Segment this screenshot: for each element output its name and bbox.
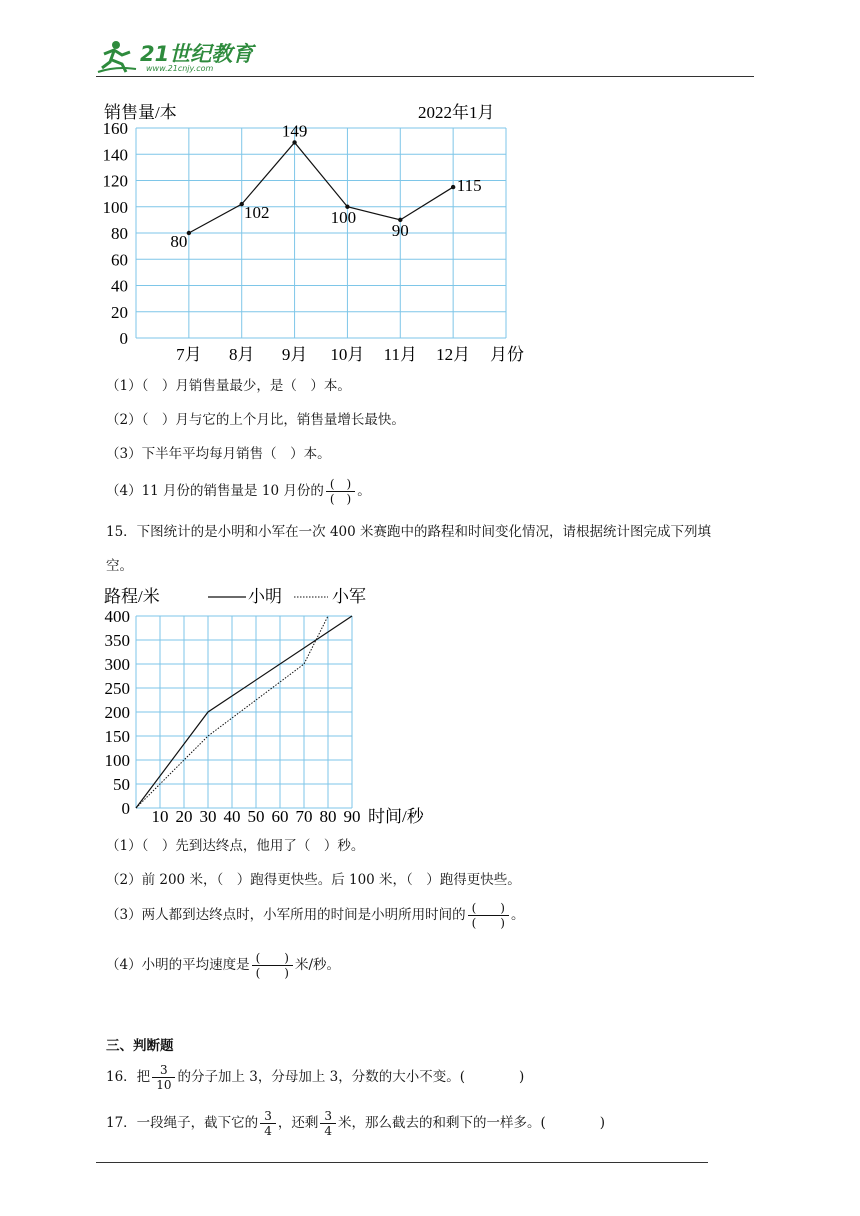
chart1-x-tick-label: 11月 [383, 345, 417, 364]
q15-item-3-suffix: 。 [510, 907, 525, 923]
race-line-chart [96, 582, 436, 832]
chart2-y-tick-label: 150 [104, 727, 130, 746]
chart2-y-tick-label: 300 [104, 655, 130, 674]
chart2-y-tick-label: 350 [104, 631, 130, 650]
q14-item-4-suffix: 。 [357, 483, 371, 499]
chart2-y-axis-label: 路程/米 [104, 587, 160, 606]
q15-item-3-fraction[interactable] [468, 901, 509, 930]
chart1-x-tick-label: 10月 [330, 345, 365, 364]
chart1-y-tick-label: 160 [102, 119, 128, 138]
chart2-y-tick-label: 400 [104, 607, 130, 626]
q14-item-3: （3）下半年平均每月销售（ ）本。 [106, 446, 331, 462]
fraction-numerator-blank: ( ) [326, 477, 355, 492]
chart2-y-ticks [105, 607, 131, 818]
sales-line-chart [96, 96, 536, 371]
q16-fraction: $\frac{3}{10}$ [152, 1063, 175, 1092]
chart1-y-ticks [103, 119, 129, 348]
fraction-numerator-blank: ( ) [468, 901, 509, 916]
chart2-x-tick-label: 30 [199, 807, 217, 826]
chart1-series-line [189, 142, 453, 233]
legend-label-xiaoming: 小明 [248, 587, 282, 606]
q15-item-4 [106, 948, 340, 982]
chart1-title: 2022年1月 [418, 103, 495, 122]
q15-item-3-prefix: （3）两人都到达终点时，小军所用的时间是小明所用时间的 [106, 907, 466, 923]
chart1-y-tick-label: 40 [111, 276, 128, 296]
chart1-y-tick-label: 80 [111, 224, 128, 243]
chart2-x-axis-label: 时间/秒 [368, 807, 424, 826]
chart1-data-label: 80 [170, 232, 188, 251]
chart1-data-label: 90 [391, 220, 409, 240]
chart2-y-tick-label: 100 [104, 751, 130, 770]
q14-item-2: （2）（ ）月与它的上个月比，销售量增长最快。 [106, 412, 405, 428]
chart1-y-tick-label: 140 [102, 145, 128, 165]
q17-fraction-2: $\frac{3}{4}$ [320, 1109, 336, 1138]
q17-mid: ，还剩 [277, 1115, 319, 1131]
q15-stem-line2: 空。 [106, 558, 133, 574]
chart2-x-tick-label: 20 [175, 807, 193, 826]
chart2-y-tick-label: 0 [121, 799, 130, 818]
chart1-y-tick-label: 20 [111, 302, 128, 322]
chart2-y-tick-label: 250 [104, 679, 130, 698]
chart2-x-ticks [152, 807, 361, 826]
chart1-x-tick-label: 9月 [281, 345, 308, 364]
chart1-data-point [451, 185, 455, 189]
footer-rule [96, 1162, 708, 1163]
chart1-x-tick-label: 8月 [228, 345, 255, 364]
q17-prefix: 17．一段绳子，截下它的 [106, 1115, 259, 1131]
chart1-y-tick-label: 60 [111, 250, 128, 270]
chart1-x-ticks [176, 345, 470, 364]
chart1-data-point [292, 140, 296, 144]
chart1-data-labels [170, 121, 481, 251]
fraction-denominator-blank: ( ) [471, 916, 505, 930]
logo [96, 36, 266, 78]
chart2-x-tick-label: 50 [247, 807, 265, 826]
chart2-x-tick-label: 60 [271, 807, 289, 826]
chart2-x-tick-label: 10 [151, 807, 169, 826]
chart1-y-tick-label: 100 [102, 197, 128, 217]
q16-prefix: 16．把 [106, 1069, 151, 1085]
chart2-y-tick-label: 200 [104, 703, 130, 722]
chart1-y-axis-label: 销售量/本 [104, 103, 177, 122]
q15-item-4-suffix: 米/秒。 [294, 957, 341, 973]
q15-item-4-fraction[interactable] [252, 951, 293, 980]
chart2-x-tick-label: 80 [319, 807, 337, 826]
chart1-data-label: 149 [281, 121, 308, 141]
fraction-numerator-blank: ( ) [252, 951, 293, 966]
chart1-data-label: 100 [330, 207, 357, 227]
q17-fraction-1: $\frac{3}{4}$ [260, 1109, 276, 1138]
chart2-grid [136, 616, 352, 808]
chart2-y-tick-label: 50 [113, 775, 130, 794]
q17-suffix: 米，那么截去的和剩下的一样多。( ) [337, 1115, 606, 1131]
chart1-x-axis-label: 月份 [490, 345, 524, 364]
q14-item-4-prefix: （4）11 月份的销售量是 10 月份的 [106, 483, 324, 499]
q14-item-4 [106, 474, 371, 508]
chart2-x-tick-label: 40 [223, 807, 241, 826]
chart1-grid [136, 128, 506, 338]
chart1-x-tick-label: 12月 [436, 345, 471, 364]
q15-item-2: （2）前 200 米，（ ）跑得更快些。后 100 米，（ ）跑得更快些。 [106, 872, 521, 888]
q15-stem-line1: 15．下图统计的是小明和小军在一次 400 米赛跑中的路程和时间变化情况，请根据统计图完成下列填 [106, 524, 712, 540]
fraction-denominator-blank: ( ) [255, 966, 289, 980]
q16-suffix: 的分子加上 3，分母加上 3，分数的大小不变。( ) [177, 1069, 525, 1085]
logo-text: 21世纪教育 [140, 42, 254, 66]
section-title: 三、判断题 [106, 1038, 174, 1054]
chart1-data-label: 115 [456, 176, 482, 196]
chart1-x-tick-label: 7月 [176, 345, 202, 364]
legend-label-xiaojun: 小军 [332, 587, 366, 606]
chart2-x-tick-label: 70 [295, 807, 313, 826]
q15-item-1: （1）（ ）先到达终点，他用了（ ）秒。 [106, 838, 365, 854]
chart1-data-label: 102 [243, 203, 270, 223]
q14-item-4-fraction[interactable] [326, 477, 355, 506]
q17 [106, 1106, 605, 1140]
q14-item-1: （1）（ ）月销售量最少，是（ ）本。 [106, 378, 351, 394]
logo-url: www.21cnjy.com [146, 64, 214, 73]
chart1-y-tick-label: 120 [102, 171, 128, 191]
fraction-denominator-blank: ( ) [329, 492, 352, 506]
q15-item-4-prefix: （4）小明的平均速度是 [106, 957, 250, 973]
header-rule [96, 76, 754, 77]
q16 [106, 1060, 524, 1094]
chart1-y-tick-label: 0 [119, 329, 128, 348]
q15-item-3 [106, 898, 524, 932]
chart2-x-tick-label: 90 [343, 807, 361, 826]
